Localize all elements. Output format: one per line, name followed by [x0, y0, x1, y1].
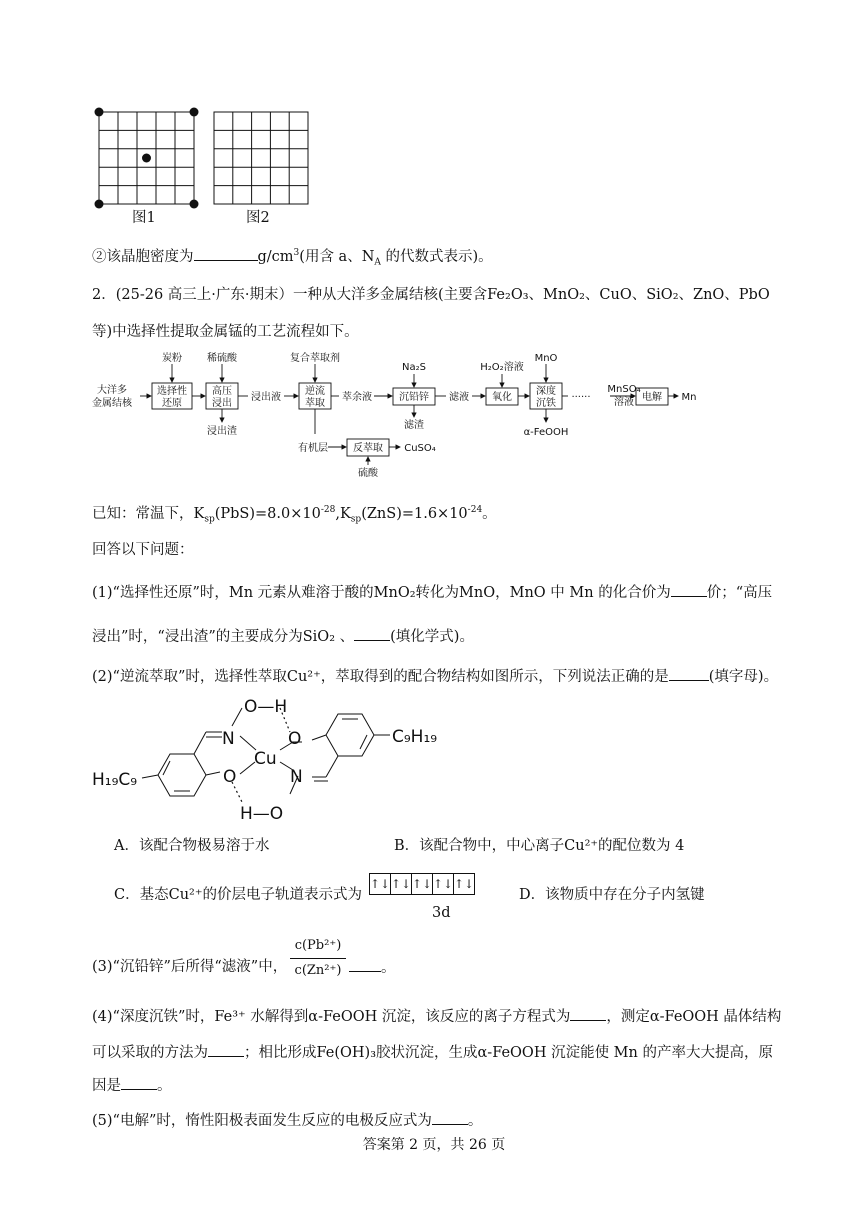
flow-box6-1: 深度 — [536, 386, 556, 397]
flow-in5: H₂O₂溶液 — [480, 362, 524, 373]
p4-line1a: (4)“深度沉铁”时，Fe³⁺ 水解得到α-FeOOH 沉淀，该反应的离子方程式为 — [92, 1009, 571, 1025]
flow-out6: α-FeOOH — [523, 427, 569, 438]
known-end: 。 — [482, 505, 497, 522]
p5-a: (5)“电解”时，惰性阳极表面发生反应的电极反应式为 — [92, 1113, 432, 1129]
flow-start-1: 大洋多 — [97, 385, 127, 396]
q2-p4-line2 — [92, 1042, 773, 1063]
p4-line2a: 可以采取的方法为 — [92, 1045, 208, 1061]
option-c-row — [114, 885, 362, 905]
flow-box7: 电解 — [642, 392, 662, 403]
flow-out2: 浸出渣 — [207, 426, 237, 437]
q2-p1-line1 — [92, 582, 772, 603]
flow-box1-2: 还原 — [162, 398, 182, 409]
flow-box4: 沉铅锌 — [399, 392, 429, 403]
flow-end: Mn — [681, 392, 697, 403]
flow-in4: Na₂S — [402, 362, 426, 373]
complex-structure — [90, 692, 450, 832]
unit-sup: 3 — [293, 248, 300, 258]
flow-box2-1: 高压 — [212, 386, 232, 397]
q1-suffix-b: 的代数式表示)。 — [380, 248, 493, 265]
answer-blank — [432, 1110, 468, 1125]
orbital-diagram — [369, 873, 475, 895]
fraction-bar — [290, 958, 346, 959]
flow-mid3: 滤液 — [449, 392, 469, 403]
flow-mid4-1: MnSO₄ — [607, 384, 641, 395]
p1-line1a: (1)“选择性还原”时，Mn 元素从难溶于酸的MnO₂转化为MnO，MnO 中 Mn 的化合价为 — [92, 585, 671, 601]
figure-1-label: 图1 — [132, 210, 156, 226]
option-c: C．基态Cu²⁺的价层电子轨道表示式为 — [114, 887, 362, 903]
p5-b: 。 — [467, 1113, 483, 1129]
flow-in2: 稀硫酸 — [207, 353, 237, 364]
p4-line3a: 因是 — [92, 1078, 121, 1094]
flow-box8: 反萃取 — [353, 443, 383, 454]
flow-box5: 氧化 — [492, 392, 512, 403]
atom-o-right: O — [288, 729, 302, 749]
atom-oh-top: O—H — [244, 697, 288, 717]
known-mid1: (PbS)=8.0×10 — [214, 505, 321, 522]
q2-intro-line1: 2．(25-26 高三上·广东·期末）一种从大洋多金属结核(主要含Fe₂O₃、MnO₂、CuO、SiO₂、ZnO、PbO — [92, 287, 770, 303]
q2-p1-line2 — [92, 626, 474, 647]
flow-in6: MnO — [534, 353, 558, 364]
crystal-grid-figures — [90, 104, 320, 234]
flow-box2-2: 浸出 — [212, 398, 232, 409]
q2-intro-line2: 等)中选择性提取金属锰的工艺流程如下。 — [92, 324, 359, 340]
left-benzene-ring — [158, 754, 206, 796]
p1-line1b: 价；“高压 — [706, 585, 773, 601]
option-b: B．该配合物中，中心离子Cu²⁺的配位数为 4 — [394, 838, 685, 854]
flow-box3-1: 逆流 — [305, 386, 325, 397]
flow-mid1: 浸出液 — [251, 392, 281, 403]
group-c9h19-right: C₉H₁₉ — [392, 727, 438, 747]
answer-blank — [349, 957, 381, 972]
flow-organic: 有机层 — [298, 443, 328, 454]
p4-line1b: ，测定α-FeOOH 晶体结构 — [606, 1009, 782, 1025]
known-sub2: sp — [350, 514, 362, 525]
group-h19c9-left: H₁₉C₉ — [92, 770, 138, 790]
flow-out4: 滤渣 — [404, 420, 424, 431]
figure-2-label: 图2 — [246, 210, 270, 226]
known-sub1: sp — [204, 514, 215, 525]
atom-cu: Cu — [254, 749, 277, 769]
orbital-box: ↑↓ — [432, 873, 453, 895]
q2-p3-prefix: (3)“沉铅锌”后所得“滤液”中， — [92, 959, 288, 975]
orbital-box: ↑↓ — [390, 873, 411, 895]
grid-figure-2 — [214, 112, 308, 204]
known-a: 已知：常温下，K — [92, 505, 205, 522]
q2-p4-line1 — [92, 1006, 781, 1027]
flow-start-2: 金属结核 — [92, 398, 132, 409]
known-mid2: ,K — [335, 505, 351, 522]
q1-part2-line — [92, 243, 493, 273]
atom-n-right: N — [290, 767, 303, 787]
p2-line-b: (填字母)。 — [708, 669, 779, 685]
q2-p5-line — [92, 1110, 482, 1131]
known-mid3: (ZnS)=1.6×10 — [361, 505, 468, 522]
q1-part2-prefix: ②该晶胞密度为 — [92, 248, 194, 265]
q1-suffix-sub: A — [374, 257, 381, 268]
process-flowchart — [88, 350, 708, 485]
answer-blank — [121, 1075, 157, 1090]
p4-line3b: 。 — [157, 1078, 172, 1094]
q2-known — [92, 500, 497, 530]
p1-line2a: 浸出”时，“浸出渣”的主要成分为SiO₂ 、 — [92, 629, 355, 645]
flow-mid4-2: 溶液 — [614, 397, 634, 408]
q2-p4-line3 — [92, 1075, 172, 1096]
answer-blank — [208, 1042, 244, 1057]
q2-p3-fraction — [290, 936, 346, 981]
answer-blank — [354, 626, 390, 641]
flow-box6-2: 沉铁 — [536, 398, 556, 409]
orbital-box: ↑↓ — [369, 873, 390, 895]
fraction-denominator: c(Zn²⁺) — [294, 963, 342, 978]
option-d: D．该物质中存在分子内氢键 — [519, 887, 705, 903]
atom-o-left: O — [223, 767, 237, 787]
p2-line-a: (2)“逆流萃取”时，选择性萃取Cu²⁺，萃取得到的配合物结构如图所示，下列说法正确的是 — [92, 669, 669, 685]
known-sup2: -24 — [467, 505, 483, 515]
q2-p2-line — [92, 666, 778, 687]
answer-blank — [669, 666, 709, 681]
option-a: A．该配合物极易溶于水 — [114, 838, 270, 854]
flow-in8: 硫酸 — [358, 468, 378, 479]
flow-box3-2: 萃取 — [305, 398, 325, 409]
flow-in1: 炭粉 — [162, 353, 182, 364]
flow-out8: CuSO₄ — [404, 443, 436, 454]
grid-figure-1-atoms — [95, 108, 199, 209]
p1-line2b: (填化学式)。 — [390, 629, 474, 645]
flow-in3: 复合萃取剂 — [290, 353, 340, 364]
known-sup1: -28 — [320, 505, 336, 515]
flow-box1-1: 选择性 — [157, 386, 187, 397]
orbital-label: 3d — [432, 905, 451, 921]
answer-blank — [671, 582, 707, 597]
answer-blank — [570, 1006, 606, 1021]
fraction-numerator: c(Pb²⁺) — [294, 938, 342, 953]
q1-suffix-a: (用含 a、N — [299, 248, 375, 265]
p3-blank-line: 。 — [349, 957, 396, 978]
atom-n-left: N — [222, 729, 235, 749]
answer-blank — [194, 246, 258, 261]
page-footer: 答案第 2 页，共 26 页 — [362, 1137, 506, 1153]
p4-line2b: ；相比形成Fe(OH)₃胶状沉淀，生成α-FeOOH 沉淀能使 Mn 的产率大大提高，原 — [244, 1045, 773, 1061]
answer-prompt: 回答以下问题： — [92, 542, 194, 558]
q1-part2-unit: g/cm — [257, 248, 294, 265]
orbital-box: ↑↓ — [453, 873, 475, 895]
flow-dots: ······ — [571, 392, 591, 403]
atom-ho-bottom: H—O — [240, 804, 284, 824]
flow-mid2: 萃余液 — [342, 392, 372, 403]
orbital-box: ↑↓ — [411, 873, 432, 895]
